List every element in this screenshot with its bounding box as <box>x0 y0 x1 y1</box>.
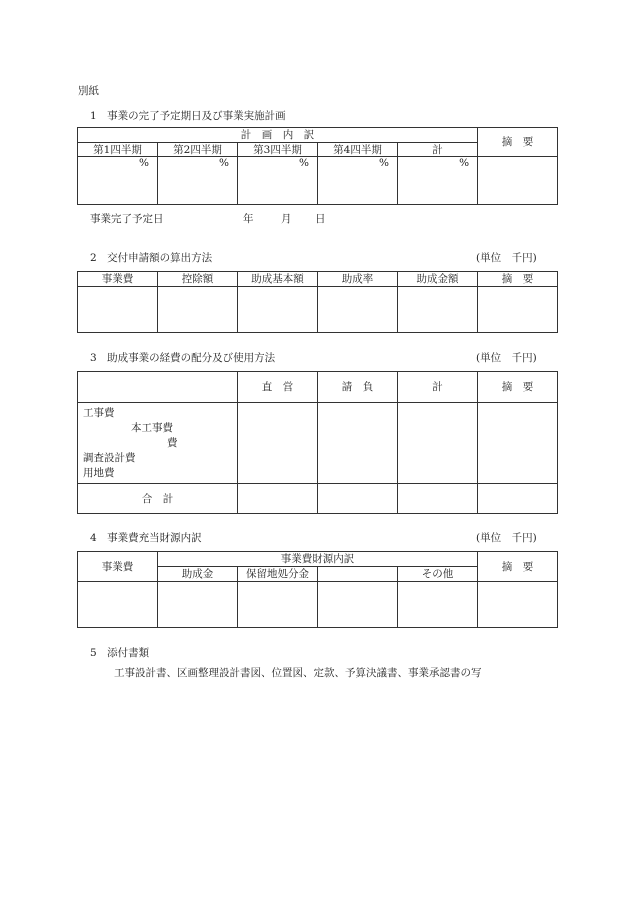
quarter-total-header: 計 <box>398 143 478 157</box>
plan-header: 計 画 内 訳 <box>78 128 478 143</box>
subsidy-cell <box>158 582 238 628</box>
funding-breakdown-header: 事業費財源内訳 <box>158 552 478 567</box>
section-2-table <box>77 271 558 333</box>
summary-cell <box>478 403 558 484</box>
quarter-3-percent: % <box>238 157 318 205</box>
section-4-unit: (単位 千円) <box>476 532 537 544</box>
section-1-heading: 1 事業の完了予定期日及び事業実施計画 <box>90 110 286 122</box>
blank-header <box>78 372 238 403</box>
base-amount-header: 助成基本額 <box>238 272 318 287</box>
subsidy-rate-cell <box>318 287 398 333</box>
day-label: 日 <box>315 213 326 225</box>
contract-cell <box>318 403 398 484</box>
project-cost-header: 事業費 <box>78 552 158 582</box>
subsidy-rate-header: 助成率 <box>318 272 398 287</box>
summary-cell <box>478 157 558 205</box>
summary-cell <box>478 287 558 333</box>
direct-total-cell <box>238 484 318 514</box>
blank-funding-cell <box>318 582 398 628</box>
section-3-unit: (単位 千円) <box>476 352 537 364</box>
other-header: その他 <box>398 567 478 582</box>
completion-date-label: 事業完了予定日 <box>90 213 164 225</box>
quarter-2-header: 第2四半期 <box>158 143 238 157</box>
subsidy-amount-cell <box>398 287 478 333</box>
summary-header: 摘 要 <box>478 272 558 287</box>
section-2-heading: 2 交付申請額の算出方法 <box>90 252 213 264</box>
section-1-table <box>77 127 558 205</box>
direct-header: 直 営 <box>238 372 318 403</box>
subsidy-amount-header: 助成金額 <box>398 272 478 287</box>
row-land: 用地費 <box>83 467 115 479</box>
blank-funding-header <box>318 567 398 582</box>
summary-header: 摘 要 <box>478 552 558 582</box>
row-construction: 工事費 <box>83 407 115 419</box>
quarter-1-percent: % <box>78 157 158 205</box>
summary-header: 摘 要 <box>478 372 558 403</box>
reserved-land-cell <box>238 582 318 628</box>
total-total-cell <box>398 484 478 514</box>
total-header: 計 <box>398 372 478 403</box>
summary-total-cell <box>478 484 558 514</box>
quarter-2-percent: % <box>158 157 238 205</box>
grand-total-label: 合 計 <box>78 484 238 514</box>
reserved-land-header: 保留地処分金 <box>238 567 318 582</box>
section-3-table <box>77 371 558 514</box>
total-cell <box>398 403 478 484</box>
quarter-4-header: 第4四半期 <box>318 143 398 157</box>
row-survey-design: 調査設計費 <box>83 452 136 464</box>
section-4-table <box>77 551 558 628</box>
row-main-construction: 本工事費 <box>131 422 173 434</box>
deduction-cell <box>158 287 238 333</box>
subsidy-header: 助成金 <box>158 567 238 582</box>
contract-total-cell <box>318 484 398 514</box>
project-cost-header: 事業費 <box>78 272 158 287</box>
direct-cell <box>238 403 318 484</box>
total-percent: % <box>398 157 478 205</box>
base-amount-cell <box>238 287 318 333</box>
project-cost-cell <box>78 582 158 628</box>
expense-items-cell <box>78 403 238 484</box>
section-3-heading: 3 助成事業の経費の配分及び使用方法 <box>90 352 276 364</box>
attached-documents-list: 工事設計書、区画整理設計書図、位置図、定款、予算決議書、事業承認書の写 <box>114 667 482 679</box>
section-4-heading: 4 事業費充当財源内訳 <box>90 532 202 544</box>
summary-header: 摘 要 <box>478 128 558 157</box>
section-5-heading: 5 添付書類 <box>90 647 150 659</box>
year-label: 年 <box>243 213 254 225</box>
quarter-1-header: 第1四半期 <box>78 143 158 157</box>
month-label: 月 <box>281 213 292 225</box>
quarter-4-percent: % <box>318 157 398 205</box>
row-cost: 費 <box>167 437 178 449</box>
quarter-3-header: 第3四半期 <box>238 143 318 157</box>
contract-header: 請 負 <box>318 372 398 403</box>
summary-cell <box>478 582 558 628</box>
deduction-header: 控除額 <box>158 272 238 287</box>
section-2-unit: (単位 千円) <box>476 252 537 264</box>
project-cost-cell <box>78 287 158 333</box>
other-cell <box>398 582 478 628</box>
attachment-label: 別紙 <box>78 85 99 97</box>
